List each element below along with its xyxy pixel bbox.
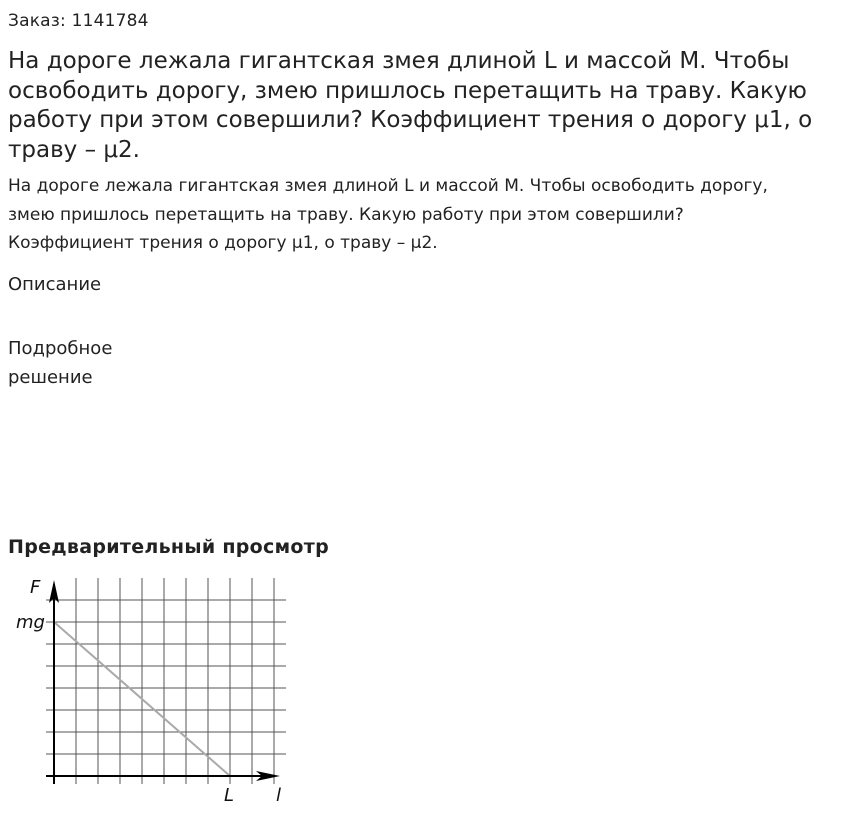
problem-text: На дороге лежала гигантская змея длиной L и массой M. Чтобы освободить дорогу, змею пришлось перетащить на траву. Какую работу при этом совершили? Коэффициент трения о дорогу μ1, о траву – μ2. xyxy=(8,176,768,253)
graph-grid xyxy=(46,578,286,784)
x-axis xyxy=(46,771,280,781)
force-distance-graph xyxy=(0,570,300,810)
preview-heading: Предварительный просмотр xyxy=(8,536,329,558)
y-tick-label: mg xyxy=(16,612,45,633)
x-tick-label: L xyxy=(224,785,235,806)
problem-title: На дороге лежала гигантская змея длиной L и массой M. Чтобы освободить дорогу, змею пришлось перетащить на траву. Какую работу при этом совершили? Коэффициент трения о дорогу μ1, о траву – μ2. xyxy=(8,48,813,163)
order-number: Заказ: 1141784 xyxy=(8,11,149,31)
x-axis-label: l xyxy=(276,785,282,806)
description-label: Описание xyxy=(8,274,102,295)
y-axis xyxy=(49,580,59,784)
solution-label: Подробное решение xyxy=(8,338,113,388)
y-axis-label: F xyxy=(30,577,41,598)
